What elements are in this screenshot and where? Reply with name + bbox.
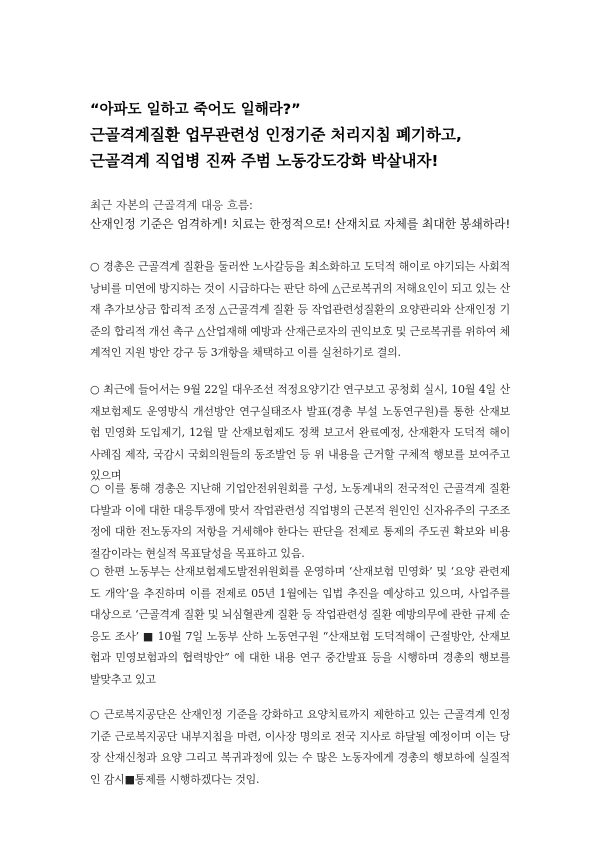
title-main-line-1: 근골격계질환 업무관련성 인정기준 처리지침 폐기하고, [90,126,462,144]
paragraph-4: ○ 한편 노동부는 산재보험제도발전위원회를 운영하며 ‘산재보험 민영화’ 및 ‘요양 관련제도 개악’을 추진하며 이를 전제로 05년 1월에는 입법 추진을 예상하고 있으며, 사업주를 대상으로 ‘근골격계 질환 및 뇌심혈관계 질환 등 작업관련성 질환 예방의무에 관한 규제 순응도 조사’ ■ 10월 7일 노동부 산하 노동연구원 “산재보험 도덕적해이 근절방안, 산재보험과 민영보험과의 협력방안” 에 대한 내용 연구 중간발표 등을 시행하며 경총의 행보를 발맞추고 있고 [90,565,510,686]
paragraph-5: ○ 근로복지공단은 산재인정 기준을 강화하고 요양치료까지 제한하고 있는 근골격계 인정기준 근로복지공단 내부지침을 마련, 이사장 명의로 전국 지사로 하달될 예정이며 이는 당장 산재신청과 요양 그리고 복귀과정에 있는 수 많은 노동자에게 경총의 행보하에 실질적인 감시■통제를 시행하겠다는 것임. [90,708,510,786]
title-quote-line: “아파도 일하고 죽어도 일해라?” [90,102,301,118]
paragraph-3: ○ 이를 통해 경총은 지난해 기업안전위원회를 구성, 노동계내의 전국적인 근골격계 질환 다발과 이에 대한 대응투쟁에 맞서 작업관련성 직업병의 근본적 원인인 신자유주의 구조조정에 대한 전노동자의 저항을 거세해야 한다는 판단을 전제로 통제의 주도권 확보와 비용절감이라는 현실적 목표달성을 목표하고 있음. [90,482,510,560]
paragraph-1: ○ 경총은 근골격계 질환을 둘러싼 노사갈등을 최소화하고 도덕적 해이로 야기되는 사회적 낭비를 미연에 방지하는 것이 시급하다는 판단 하에 △근로복귀의 저해요인이 되고 있는 산재 추가보상금 합리적 조정 △근골격계 질환 등 작업관련성질환의 요양관리와 산재인정 기준의 합리적 개선 촉구 △산업재해 예방과 산재근로자의 권익보호 및 근로복귀를 위하여 체계적인 지원 방안 강구 등 3개항을 채택하고 이를 실천하기로 결의. [90,260,510,360]
title-main-line-2: 근골격계 직업병 진짜 주범 노동강도강화 박살내자! [90,152,439,170]
subheading-label: 최근 자본의 근골격계 대응 흐름: [90,198,253,212]
section-subheading [90,196,520,234]
document-title [90,98,550,174]
paragraph-2: ○ 최근에 들어서는 9월 22일 대우조선 적정요양기간 연구보고 공청회 실시, 10월 4일 산재보험제도 운영방식 개선방안 연구실태조사 발표(경총 부설 노동연구원)를 통한 산재보험 민영화 도입제기, 12월 말 산재보험제도 정책 보고서 완료예정, 산재환자 도덕적 해이 사례집 제작, 국감시 국회의원들의 동조발언 등 위 내용을 근거할 구체적 행보를 보여주고 있으며 [90,383,510,483]
subheading-slogan: 산재인정 기준은 엄격하게! 치료는 한정적으로! 산재치료 자체를 최대한 봉쇄하라! [90,217,511,231]
